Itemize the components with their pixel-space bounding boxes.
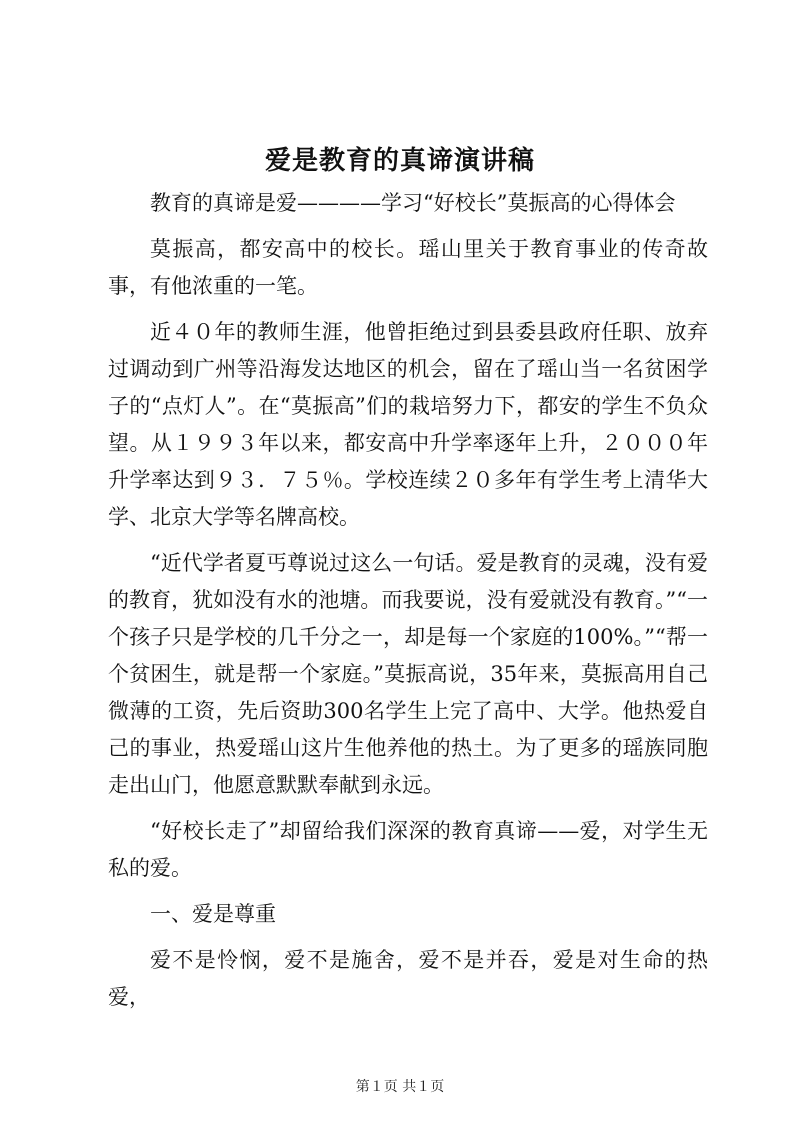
document-body	[108, 185, 708, 1025]
document-title: 爱是教育的真谛演讲稿	[264, 146, 535, 176]
paragraph-subtitle: 教育的真谛是爱————学习“好校长”莫振高的心得体会	[150, 191, 676, 215]
paragraph: 近４０年的教师生涯，他曾拒绝过到县委县政府任职、放弃过调动到广州等沿海发达地区的机会，留在了瑶山当一名贫困学子的“点灯人”。在“莫振高”们的栽培努力下，都安的学生不负众望。从１９９３年以来，都安高中升学率逐年上升，２０００年升学率达到９３．７５％。学校连续２０多年有学生考上清华大学、北京大学等名牌高校。	[108, 320, 708, 529]
paragraph: “好校长走了”却留给我们深深的教育真谛——爱，对学生无私的爱。	[108, 819, 708, 880]
paragraph: 爱不是怜悯，爱不是施舍，爱不是并吞，爱是对生命的热爱，	[108, 948, 708, 1009]
section-heading: 一、爱是尊重	[150, 902, 276, 926]
paragraph: “近代学者夏丐尊说过这么一句话。爱是教育的灵魂，没有爱的教育，犹如没有水的池塘。而我要说，没有爱就没有教育。”“一个孩子只是学校的几千分之一，却是每一个家庭的100%。”“帮一个贫困生，就是帮一个家庭。”莫振高说，35年来，莫振高用自己微薄的工资，先后资助300名学生上完了高中、大学。他热爱自己的事业，热爱瑶山这片生他养他的热土。为了更多的瑶族同胞走出山门，他愿意默默奉献到永远。	[108, 551, 708, 797]
paragraph: 莫振高，都安高中的校长。瑶山里关于教育事业的传奇故事，有他浓重的一笔。	[108, 237, 708, 298]
page-footer: 第１页 共１页	[355, 1079, 445, 1095]
